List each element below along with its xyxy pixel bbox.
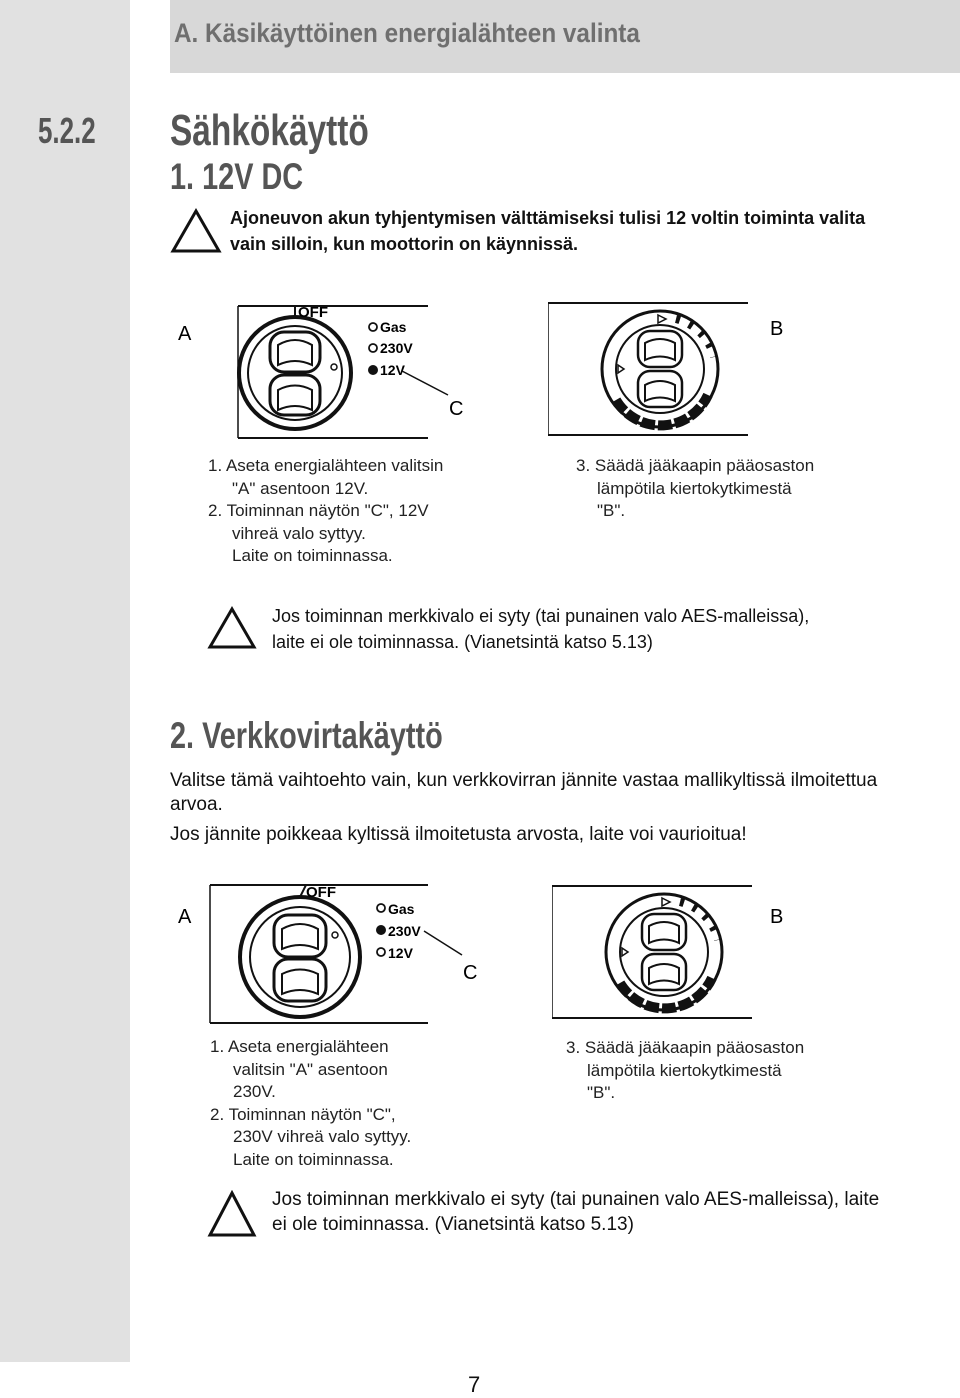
- selector-diagram-12v: [170, 295, 470, 445]
- label-b: B: [770, 318, 784, 340]
- page-number: 7: [468, 1372, 481, 1397]
- opt-12v: 12V: [388, 945, 413, 961]
- note-text-230v: Jos toiminnan merkkivalo ei syty (tai punainen valo AES-malleissa), laite ei ole toiminnassa. (Vianetsintä katso 5.13): [272, 1189, 880, 1235]
- opt-230v: 230V: [380, 340, 413, 356]
- thermostat-diagram-12v: [548, 295, 798, 440]
- steps-right-230v: 3. Säädä jääkaapin pääosaston lämpötila kiertokytkimestä "B".: [566, 1038, 805, 1102]
- warning-text-12v: Ajoneuvon akun tyhjentymisen välttämiseksi tulisi 12 voltin toiminta valita vain silloin, kun moottorin on käynnissä.: [230, 208, 866, 254]
- label-a: A: [178, 323, 192, 345]
- opt-12v: 12V: [380, 362, 405, 378]
- selector-diagram-230v: [170, 875, 490, 1030]
- off-label: OFF: [306, 884, 336, 901]
- steps-right-12v: 3. Säädä jääkaapin pääosaston lämpötila kiertokytkimestä "B".: [576, 456, 815, 520]
- warning-icon: [207, 1190, 257, 1238]
- steps-left-230v: 1. Aseta energialähteen valitsin "A" asentoon 230V. 2. Toiminnan näytön "C", 230V vihreä valo syttyy. Laite on toiminnassa.: [210, 1037, 412, 1169]
- opt-gas: Gas: [380, 319, 407, 335]
- heading-mains: 2. Verkkovirtakäyttö: [170, 715, 443, 756]
- section-title: Sähkökäyttö: [170, 106, 369, 155]
- label-a: A: [178, 906, 192, 928]
- warning-icon: [170, 208, 222, 254]
- off-label: OFF: [298, 304, 328, 321]
- sidebar-band: [0, 0, 130, 1362]
- mains-paragraph-1: Valitse tämä vaihtoehto vain, kun verkkovirran jännite vastaa mallikyltissä ilmoitettua arvoa.: [170, 770, 878, 815]
- warning-icon: [207, 606, 257, 650]
- mains-paragraph-2: Jos jännite poikkeaa kyltissä ilmoitetusta arvosta, laite voi vaurioitua!: [170, 824, 747, 845]
- opt-gas: Gas: [388, 901, 415, 917]
- note-text-12v: Jos toiminnan merkkivalo ei syty (tai punainen valo AES-malleissa), laite ei ole toiminnassa. (Vianetsintä katso 5.13): [272, 606, 810, 652]
- section-number: 5.2.2: [38, 110, 96, 151]
- label-b: B: [770, 906, 784, 928]
- heading-12v-dc: 1. 12V DC: [170, 156, 304, 197]
- label-c: C: [449, 398, 464, 420]
- thermostat-diagram-230v: [552, 878, 802, 1023]
- label-c: C: [463, 962, 478, 984]
- header-title: A. Käsikäyttöinen energialähteen valinta: [174, 18, 640, 48]
- steps-left-12v: 1. Aseta energialähteen valitsin "A" asentoon 12V. 2. Toiminnan näytön "C", 12V vihreä valo syttyy. Laite on toiminnassa.: [208, 456, 444, 565]
- opt-230v: 230V: [388, 923, 421, 939]
